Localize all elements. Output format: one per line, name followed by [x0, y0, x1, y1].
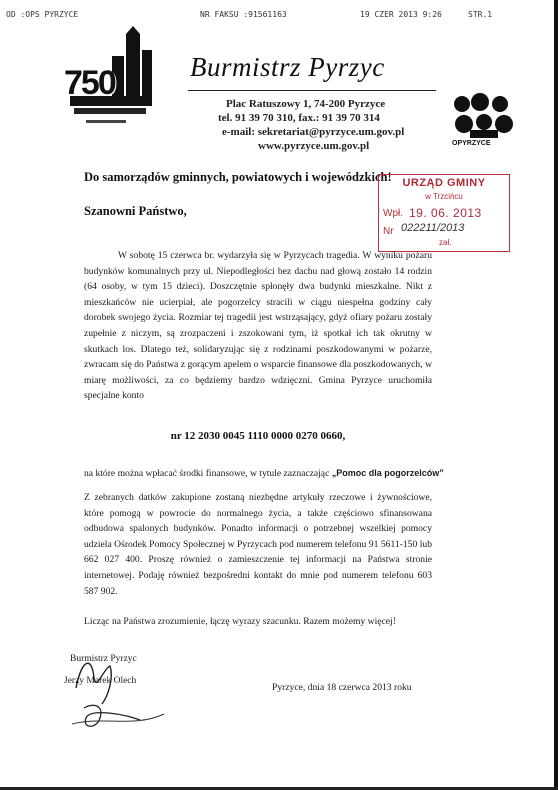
bank-account-number: nr 12 2030 0045 1110 0000 0270 0660,	[170, 430, 346, 442]
stamp-number-label: Nr	[383, 226, 394, 237]
stamp-office: URZĄD GMINY	[402, 177, 486, 189]
letterhead-rule	[188, 90, 436, 91]
transfer-title: „Pomoc dla pogorzelców”	[331, 468, 444, 478]
town-logo	[64, 26, 164, 136]
body-paragraph-3: Z zebranych datków zakupione zostaną niezbędne artykuły rzeczowe i żywnościowe, które pomogą w powrocie do normalnego życia, a także częściowo sfinansowana odbudowa spalonych budynków. Ponadto informacji o potrzebnej wszelkiej pomocy udziela Ośrodek Pomocy Społecznej w Pyrzycach pod numerem telefonu 91 5611-150 lub 662 027 400. Proszę również o zamieszczenie tej informacji na Państwa stronie internetowej. Podaję również bezpośredni kontakt do mnie pod numerem telefonu 603 587 902.	[84, 492, 432, 597]
logo-750-text: 750	[64, 64, 115, 102]
fax-datetime: 19 CZER 2013 9:26	[360, 10, 442, 19]
stamp-attachments-label: zał.	[439, 238, 452, 247]
stamp-number-value: 022211/2013	[401, 222, 465, 234]
closing-line: Licząc na Państwa zrozumienie, łączę wyrazy szacunku. Razem możemy więcej!	[84, 616, 396, 627]
fax-sender: OD :OPS PYRZYCE	[6, 10, 79, 19]
signature-name: Jerzy Marek Olech	[64, 676, 137, 686]
gmina-logo	[448, 92, 520, 154]
receipt-stamp	[378, 174, 510, 252]
place-date: Pyrzyce, dnia 18 czerwca 2013 roku	[272, 682, 412, 693]
stamp-received-date: 19. 06. 2013	[409, 206, 482, 220]
salutation: Szanowni Państwo,	[84, 204, 187, 218]
scan-border-right	[554, 0, 558, 790]
fax-number: NR FAKSU :91561163	[200, 10, 287, 19]
address-line: Plac Ratuszowy 1, 74-200 Pyrzyce	[226, 98, 386, 110]
gmina-emblem-icon	[448, 92, 520, 142]
website-line: www.pyrzyce.um.gov.pl	[258, 140, 370, 152]
body-paragraph-1: W sobotę 15 czerwca br. wydarzyła się w Pyrzycach tragedia. W wyniku pożaru budynków komunalnych przy ul. Niepodległości bez dachu nad głową zostało 14 rodzin (64 osoby, w tym 15 dzieci). Doszczętnie spłonęły dwa budynki mieszkalne. Nikt z mieszkańców nie ucierpiał, ale pogorzelcy stracili w ciągu niespełna godziny cały dorobek swojego życia. Rozmiar tej tragedii jest wstrząsający, gdyż ofiary pożaru zostały zupełnie z niczym, są zrozpaczeni i zszokowani tym, iż spotkał ich tak okrutny w skutkach los. Dlatego też, solidaryzując się z rodzinami poszkodowanymi w pożarze, zwracam się do Państwa z gorącym apelem o wsparcie finansowe dla poszkodowanych, w miarę możliwości, za co będziemy bardzo wdzięczni. Gmina Pyrzyce uruchomiła specjalne konto	[84, 250, 432, 402]
letterhead-title: Burmistrz Pyrzyc	[190, 52, 385, 82]
stamp-location: w Trzcińcu	[425, 192, 463, 201]
signature-block	[64, 648, 184, 738]
signature-title: Burmistrz Pyrzyc	[70, 654, 137, 664]
phone-line: tel. 91 39 70 310, fax.: 91 39 70 314	[218, 112, 380, 124]
stamp-received-label: Wpł.	[383, 208, 403, 219]
gmina-logo-text: OPYRZYCE	[452, 140, 491, 147]
paragraph-2-text: na które można wpłacać środki finansowe, w tytule zaznaczając	[84, 468, 330, 479]
fax-page: STR.1	[468, 10, 493, 19]
body-paragraph-2	[84, 466, 444, 482]
addressee: Do samorządów gminnych, powiatowych i wojewódzkich!	[84, 170, 392, 184]
email-line: e-mail: sekretariat@pyrzyce.um.gov.pl	[222, 126, 405, 138]
